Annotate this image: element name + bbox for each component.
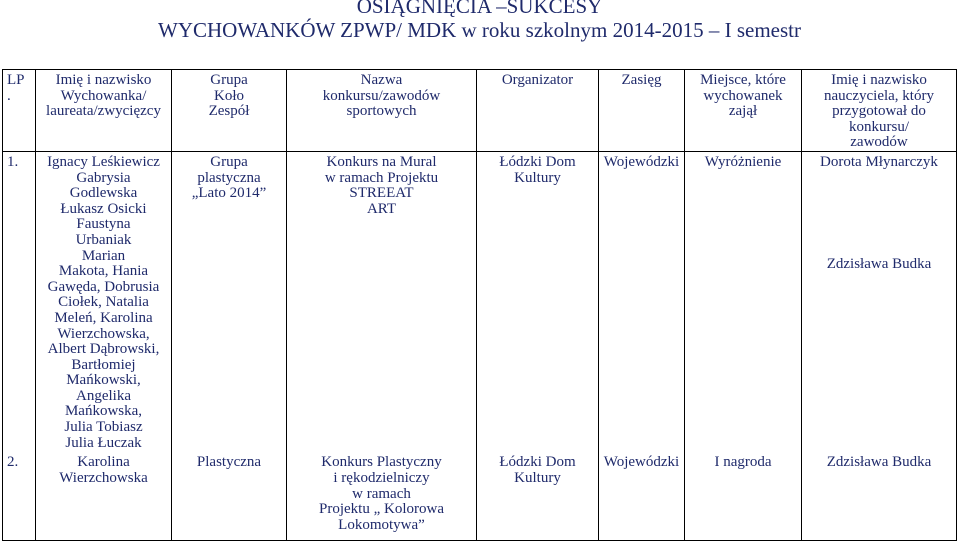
document-title-line-2 [0, 20, 959, 40]
row-organizer: Łódzki Dom Kultury [477, 452, 599, 540]
header-teacher: Imię i nazwisko nauczyciela, który przygotował do konkursu/ zawodów [802, 70, 957, 152]
teacher-name: Zdzisława Budka [826, 454, 932, 471]
header-student-name: Imię i nazwisko Wychowanka/ laureata/zwycięzcy [36, 70, 172, 152]
spacer [804, 171, 954, 257]
row-teachers [802, 151, 957, 452]
table-row [3, 452, 957, 540]
header-scope: Zasięg [599, 70, 685, 152]
table-header-row [3, 70, 957, 152]
row-scope: Wojewódzki [599, 452, 685, 540]
row-contest: Konkurs na Mural w ramach Projektu STREEAT ART [287, 151, 477, 452]
row-place: Wyróżnienie [685, 151, 802, 452]
teacher-name: Dorota Młynarczyk [820, 153, 938, 170]
row-place: I nagroda [685, 452, 802, 540]
title-text-2: WYCHOWANKÓW ZPWP/ MDK w roku szkolnym 2014-2015 – I semestr [158, 18, 801, 42]
header-lp: LP . [3, 70, 36, 152]
row-names: Ignacy Leśkiewicz Gabrysia Godlewska Łukasz Osicki Faustyna Urbaniak Marian Makota, Hania Gawęda, Dobrusia Ciołek, Natalia Meleń, Karolina Wierzchowska, Albert Dąbrowski, Bartłomiej Mańkowski, Angelika Mańkowska, Julia Tobiasz Julia Łuczak [36, 151, 172, 452]
row-lp: 2. [3, 452, 36, 540]
row-scope: Wojewódzki [599, 151, 685, 452]
row-lp: 1. [3, 151, 36, 452]
row-organizer: Łódzki Dom Kultury [477, 151, 599, 452]
header-group: Grupa Koło Zespół [172, 70, 287, 152]
row-names: Karolina Wierzchowska [36, 452, 172, 540]
table-row [3, 151, 957, 452]
header-contest: Nazwa konkursu/zawodów sportowych [287, 70, 477, 152]
teacher-name: Zdzisława Budka [826, 255, 932, 272]
row-teachers [802, 452, 957, 540]
header-organizer: Organizator [477, 70, 599, 152]
achievements-table [2, 69, 957, 541]
row-contest: Konkurs Plastyczny i rękodzielniczy w ramach Projektu „ Kolorowa Lokomotywa” [287, 452, 477, 540]
row-group: Plastyczna [172, 452, 287, 540]
document-title-line-1 [0, 0, 959, 16]
header-place: Miejsce, które wychowanek zajął [685, 70, 802, 152]
row-group: Grupa plastyczna „Lato 2014” [172, 151, 287, 452]
title-text-1: OSIĄGNIĘCIA –SUKCESY [356, 0, 603, 18]
